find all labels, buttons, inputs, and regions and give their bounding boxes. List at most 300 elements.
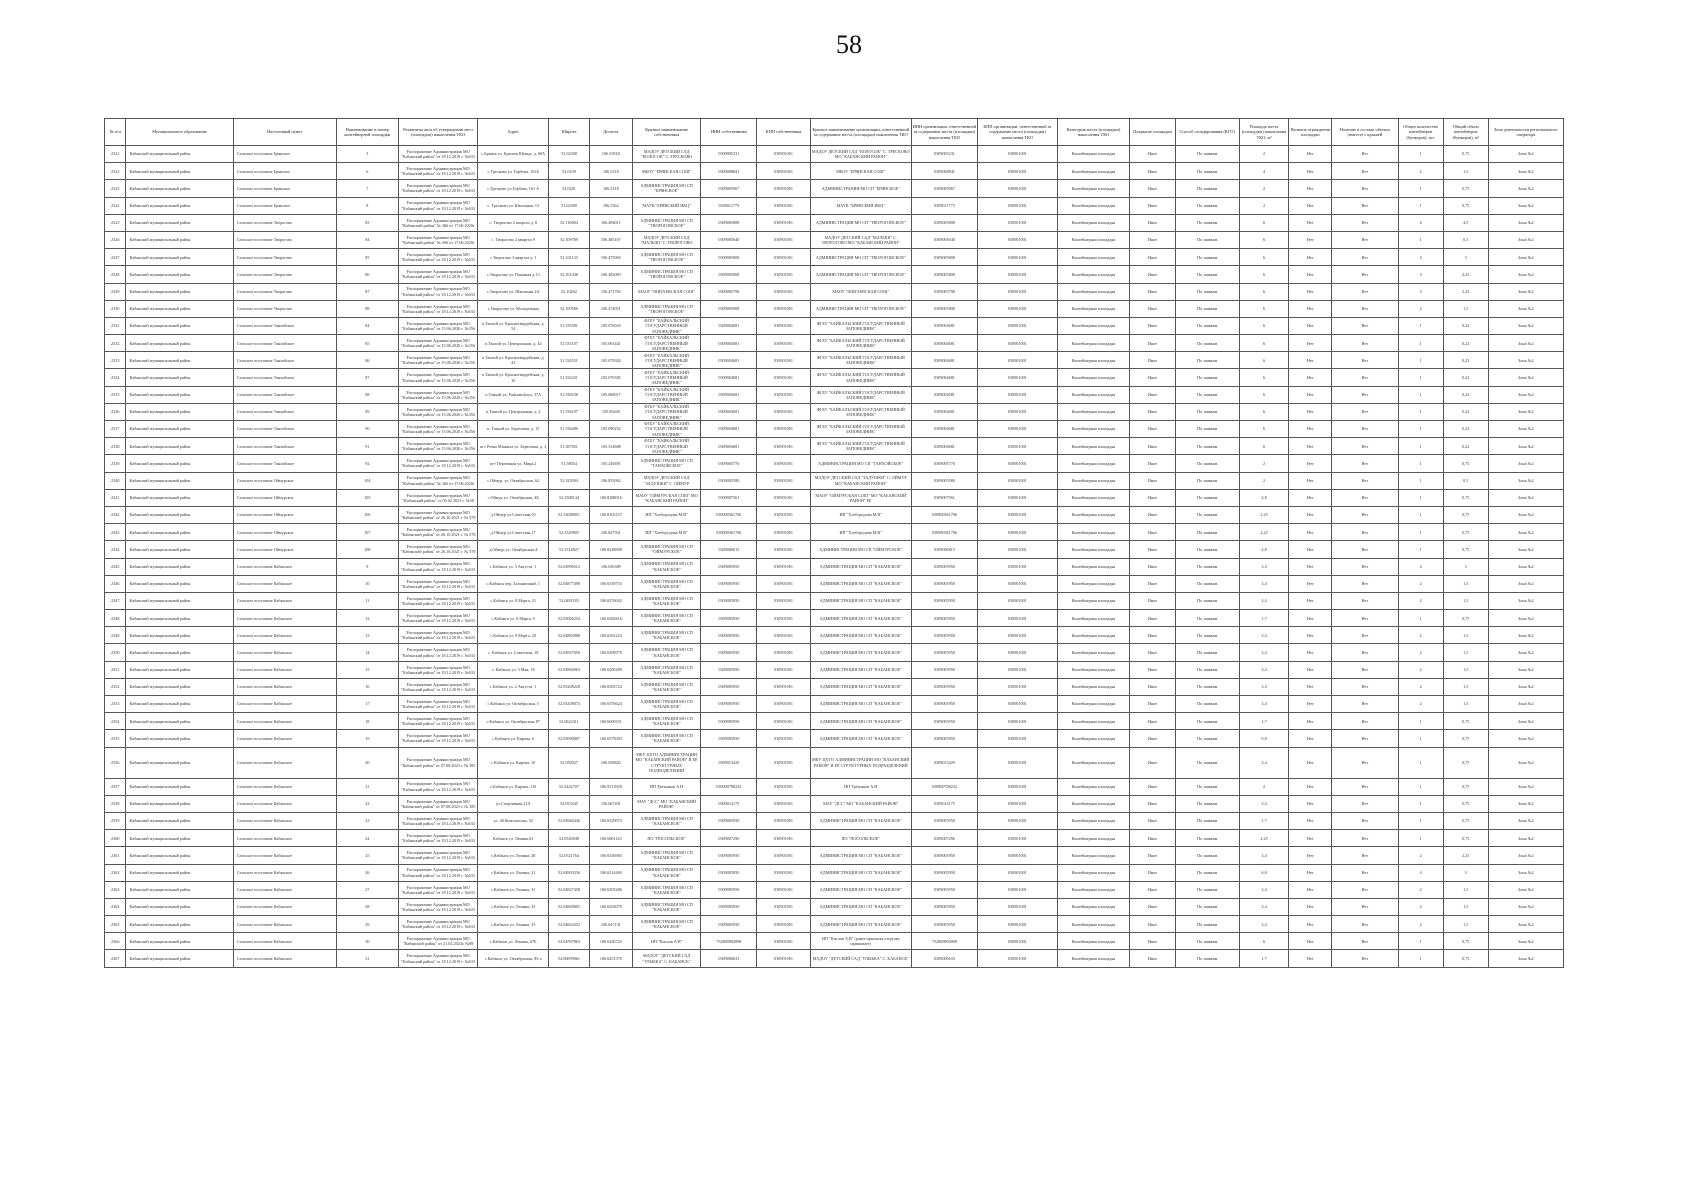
table-cell: 0,75 <box>1443 713 1488 730</box>
column-header: Общее количество контейнеров (бункеров), шт. <box>1398 119 1443 146</box>
table-cell: По заявкам <box>1175 180 1239 197</box>
table-cell: 030901001 <box>757 881 811 898</box>
table-cell: Контейнерная площадка <box>1057 231 1130 248</box>
table-cell: Распоряжение Администрации МО "Кабанский район" от 15.06.2020 г. №356 <box>398 335 477 352</box>
table-cell: 0309013429 <box>911 747 978 778</box>
table-cell: 030901001 <box>757 249 811 266</box>
table-cell: Иное <box>1130 898 1175 915</box>
table-cell: 3,4 <box>1239 644 1288 661</box>
table-cell: 52.05000807 <box>549 730 590 747</box>
table-cell: Нет <box>1289 335 1332 352</box>
table-cell: АДМИНИСТРАЦИЯ МО СП "КАБАНСКОЕ" <box>632 592 701 609</box>
table-cell: Распоряжение Администрации МО "Кабанский район" от 15.06.2020 г. №356 <box>398 369 477 386</box>
table-cell: Контейнерная площадка <box>1057 403 1130 420</box>
table-cell: 2331 <box>105 317 126 334</box>
table-cell: 1 <box>1398 812 1443 829</box>
table-cell: 030901001 <box>757 898 811 915</box>
table-cell: Иное <box>1130 950 1175 967</box>
table-cell: Зона №2 <box>1488 231 1563 248</box>
table-cell: Иное <box>1130 678 1175 695</box>
table-cell: Распоряжение Администрации МО "Кабанский район" от 18.12.2019 г. №633 <box>398 881 477 898</box>
table-cell: Иное <box>1130 730 1175 747</box>
table-cell: 2338 <box>105 438 126 455</box>
table-cell: 0,75 <box>1443 950 1488 967</box>
table-cell: 030901001 <box>757 661 811 678</box>
table-cell: 2326 <box>105 231 126 248</box>
table-cell: 030901001 <box>757 300 811 317</box>
table-cell: Кабанский муниципальный район <box>126 558 233 575</box>
table-cell: 106.6514469 <box>589 864 632 881</box>
table-cell: 52.101438 <box>549 266 590 283</box>
table-cell: Нет <box>1332 778 1399 795</box>
table-cell: 030901001 <box>978 524 1057 541</box>
table-cell: 1 <box>1398 352 1443 369</box>
table-cell: Зона №2 <box>1488 506 1563 523</box>
table-cell: Зона №2 <box>1488 644 1563 661</box>
table-cell: 106.8165157 <box>589 506 632 523</box>
table-cell: По заявкам <box>1175 421 1239 438</box>
table-cell: ФГБУ "БАЙКАЛЬСКИЙ ГОСУДАРСТВЕННЫЙ ЗАПОВЕДНИК" <box>632 352 701 369</box>
table-cell: По заявкам <box>1175 163 1239 180</box>
table-cell: Иное <box>1130 847 1175 864</box>
table-cell: 106.5318 <box>589 180 632 197</box>
table-cell: 0,75 <box>1443 747 1488 778</box>
table-cell: 87 <box>336 283 398 300</box>
table-cell: 2354 <box>105 713 126 730</box>
table-cell: Контейнерная площадка <box>1057 352 1130 369</box>
column-header: Покрытие площадки <box>1130 119 1175 146</box>
table-cell: 0309004681 <box>701 403 757 420</box>
table-cell: Нет <box>1332 455 1399 472</box>
table-cell: МАДОУ "ДЕТСКИЙ САД "УЛЫБКА" С. КАБАНСК" <box>810 950 911 967</box>
table-row <box>105 830 1564 847</box>
table-cell: 1,5 <box>1443 661 1488 678</box>
table-cell: Контейнерная площадка <box>1057 864 1130 881</box>
table-cell: Кабанский муниципальный район <box>126 163 233 180</box>
table-cell: 030900788232 <box>701 778 757 795</box>
table-cell: 030901001 <box>978 352 1057 369</box>
table-cell: МАДОУ ДЕТСКИЙ САД "КОЛОСОК" С. ТРЕСКОВО <box>632 146 701 163</box>
table-cell: 1,5 <box>1443 163 1488 180</box>
table-cell: По заявкам <box>1175 335 1239 352</box>
table-cell: Нет <box>1332 558 1399 575</box>
table-cell: 0309005950 <box>911 864 978 881</box>
table-cell: ИП "Кислов А.В" (ранее принятая отгрузка принимает) <box>810 933 911 950</box>
table-cell: 27 <box>336 881 398 898</box>
table-cell: 52.0281 <box>549 180 590 197</box>
table-cell: Контейнерная площадка <box>1057 386 1130 403</box>
table-cell: Иное <box>1130 180 1175 197</box>
table-cell: 0309005950 <box>701 898 757 915</box>
table-cell: Нет <box>1332 438 1399 455</box>
table-cell: 030901001 <box>978 575 1057 592</box>
table-cell: п.Танхой ул. Partizanskaya, 37А <box>478 386 549 403</box>
table-cell: 030901001 <box>757 778 811 795</box>
table-cell: Сельское поселение Танхойское <box>233 386 336 403</box>
table-cell: Контейнерная площадка <box>1057 812 1130 829</box>
table-cell: пгт Переемная ул. Мира,2 <box>478 455 549 472</box>
table-cell: АДМИНИСТРАЦИЯ МО СП "КАБАНСКОЕ" <box>810 627 911 644</box>
table-cell: 52.33088051 <box>549 506 590 523</box>
table-row <box>105 575 1564 592</box>
table-row <box>105 747 1564 778</box>
table-cell: 105 <box>336 489 398 506</box>
table-cell: По заявкам <box>1175 627 1239 644</box>
table-cell: Нет <box>1289 421 1332 438</box>
table-cell: 2329 <box>105 283 126 300</box>
table-cell: Кабанский муниципальный район <box>126 231 233 248</box>
table-cell: Контейнерная площадка <box>1057 627 1130 644</box>
table-row <box>105 627 1564 644</box>
table-cell: Иное <box>1130 197 1175 214</box>
table-cell: 030901001 <box>978 812 1057 829</box>
column-header: КПП организации, ответственной за содержание места (площадки) накопления ТКО <box>978 119 1057 146</box>
table-cell: Кабанский муниципальный район <box>126 644 233 661</box>
table-cell: Иное <box>1130 300 1175 317</box>
table-cell: ФГБУ "БАЙКАЛЬСКИЙ ГОСУДАРСТВЕННЫЙ ЗАПОВЕДНИК" <box>632 386 701 403</box>
table-cell: 105.068017 <box>589 386 632 403</box>
table-cell: 52.04903336 <box>549 864 590 881</box>
table-cell: АДМИНИСТРАЦИЯ МО СП "ТВОРОГОВСКОЕ" <box>632 266 701 283</box>
table-cell: Нет <box>1332 898 1399 915</box>
table-cell: Зона №2 <box>1488 352 1563 369</box>
table-cell: 106.6583724 <box>589 678 632 695</box>
table-cell: 0309005808 <box>911 300 978 317</box>
table-cell: По заявкам <box>1175 386 1239 403</box>
table-cell: 0309006815 <box>701 541 757 558</box>
table-cell: По заявкам <box>1175 214 1239 231</box>
table-cell: 105.070385 <box>589 369 632 386</box>
table-cell: Иное <box>1130 830 1175 847</box>
table-cell: Нет <box>1289 283 1332 300</box>
table-cell: Сельское поселение Кабанское <box>233 830 336 847</box>
table-cell: 0309005950 <box>911 592 978 609</box>
table-cell: 2,8 <box>1239 541 1288 558</box>
table-cell: Нет <box>1289 214 1332 231</box>
table-cell: Кабанский муниципальный район <box>126 197 233 214</box>
table-cell: По заявкам <box>1175 950 1239 967</box>
table-cell: МАОУ "ОЙМУРСКАЯ СОШ" МО "КАБАНСКИЙ РАЙОН" РБ <box>810 489 911 506</box>
table-cell: 0309004681 <box>911 403 978 420</box>
table-cell: Распоряжение Администрации МО "Кабанский район" от 18.12.2019 г. №633 <box>398 455 477 472</box>
table-cell: МАДОУ "ДЕТСКИЙ САД "УЛЫБКА" С. КАБАНСК" <box>632 950 701 967</box>
table-cell: МАДОУ ДЕТСКИЙ САД "ЗАДУШКИ" С. ОЙМУР <box>632 472 701 489</box>
table-cell: 106.5362 <box>589 197 632 214</box>
table-cell: 2330 <box>105 300 126 317</box>
table-cell: 0309006633 <box>701 950 757 967</box>
table-cell: 2358 <box>105 795 126 812</box>
table-cell: 2324 <box>105 197 126 214</box>
table-cell: Распоряжение Администрации МО "Кабанский район" от 18.12.2019 г. №633 <box>398 778 477 795</box>
table-cell: 0309005950 <box>701 730 757 747</box>
table-cell: Иное <box>1130 558 1175 575</box>
table-cell: Нет <box>1289 249 1332 266</box>
table-cell: с.Кабанск ул. 2 Августа, 1 <box>478 678 549 695</box>
table-cell: 2,8 <box>1239 489 1288 506</box>
table-cell: 030901001 <box>757 592 811 609</box>
table-cell: 105.079302 <box>589 352 632 369</box>
table-cell: Распоряжение Администрации МО "Кабанский район" от 21.02.2024г. №98 <box>398 933 477 950</box>
table-cell: 52.110684 <box>549 214 590 231</box>
table-cell: 0,75 <box>1443 933 1488 950</box>
table-cell: Иное <box>1130 472 1175 489</box>
table-cell: 1 <box>1398 438 1443 455</box>
table-cell: 030901001 <box>978 421 1057 438</box>
table-cell: Нет <box>1332 730 1399 747</box>
table-cell: Распоряжение Администрации МО "Кабанский район" от 18.12.2019 г. №633 <box>398 830 477 847</box>
table-cell: АДМИНИСТРАЦИЯ МО СП "КАБАНСКОЕ" <box>810 812 911 829</box>
table-cell: 1 <box>1398 180 1443 197</box>
table-cell: Кабанский муниципальный район <box>126 795 233 812</box>
table-cell: Сельское поселение Кабанское <box>233 847 336 864</box>
table-cell: 89 <box>336 403 398 420</box>
table-cell: 0309005950 <box>911 610 978 627</box>
table-cell: 0309004681 <box>701 386 757 403</box>
table-cell: Нет <box>1289 438 1332 455</box>
table-cell: АДМИНИСТРАЦИЯ МО СП "КАБАНСКОЕ" <box>810 713 911 730</box>
table-cell: Зона №2 <box>1488 300 1563 317</box>
table-cell: 11 <box>336 592 398 609</box>
table-cell: с.Кабанск ул. Ленина, 31 <box>478 881 549 898</box>
table-cell: Нет <box>1332 180 1399 197</box>
table-cell: По заявкам <box>1175 575 1239 592</box>
table-cell: 2 <box>1398 592 1443 609</box>
table-cell: ИП "Хлебородова М.В" <box>810 506 911 523</box>
table-cell: МБОУ "БРЯНСКАЯ СОШ" <box>810 163 911 180</box>
table-cell: 2344 <box>105 541 126 558</box>
table-cell: 52.04966963 <box>549 661 590 678</box>
table-cell: Сельское поселение Оймурское <box>233 541 336 558</box>
table-cell: 106.647131 <box>589 916 632 933</box>
table-cell: 106.6503079 <box>589 898 632 915</box>
table-cell: 030901001 <box>978 489 1057 506</box>
table-row <box>105 661 1564 678</box>
table-cell: 52.100586 <box>549 300 590 317</box>
table-cell: Контейнерная площадка <box>1057 644 1130 661</box>
table-cell: Сельское поселение Кабанское <box>233 864 336 881</box>
table-cell: 105.06268 <box>589 403 632 420</box>
table-cell: 106.656389 <box>589 558 632 575</box>
table-cell: Зона №2 <box>1488 778 1563 795</box>
table-cell: 2360 <box>105 830 126 847</box>
table-cell: 51.534331 <box>549 369 590 386</box>
table-cell: 20 <box>336 747 398 778</box>
table-cell: АДМИНИСТРАЦИЯ МО СП "КАБАНСКОЕ" <box>632 678 701 695</box>
table-cell: Нет <box>1289 541 1332 558</box>
table-cell: 106.471765 <box>589 283 632 300</box>
table-cell: Контейнерная площадка <box>1057 266 1130 283</box>
table-cell: Контейнерная площадка <box>1057 778 1130 795</box>
table-cell: Кабанский муниципальный район <box>126 575 233 592</box>
table-cell: Кабанский муниципальный район <box>126 300 233 317</box>
table-cell: 1 <box>1398 830 1443 847</box>
table-cell: 0309005808 <box>701 214 757 231</box>
table-cell: 030901001 <box>757 864 811 881</box>
table-cell: Нет <box>1289 317 1332 334</box>
table-cell: 0309005808 <box>701 300 757 317</box>
table-cell: 92 <box>336 455 398 472</box>
table-cell: Нет <box>1289 300 1332 317</box>
table-cell: 0309007296 <box>701 830 757 847</box>
table-cell: Распоряжение Администрации МО "Кабанский район" от 18.12.2019 г. №633 <box>398 644 477 661</box>
table-cell: 030901001 <box>978 369 1057 386</box>
table-cell: 84 <box>336 231 398 248</box>
table-cell: 6 <box>1239 438 1288 455</box>
table-cell: 52.06099061 <box>549 950 590 967</box>
table-cell: Кабанский муниципальный район <box>126 438 233 455</box>
table-cell: д.Оймур ул.Советская,17 <box>478 524 549 541</box>
table-cell: По заявкам <box>1175 266 1239 283</box>
table-cell: 030901001 <box>757 933 811 950</box>
table-cell: 0309005950 <box>701 661 757 678</box>
table-cell: 1 <box>1398 421 1443 438</box>
table-cell: Контейнерная площадка <box>1057 950 1130 967</box>
table-cell: Распоряжение Администрации МО "Кабанский район" от 26.10.2021 г. № 578 <box>398 506 477 523</box>
table-cell: Зона №2 <box>1488 180 1563 197</box>
table-cell: Сельское поселение Кабанское <box>233 778 336 795</box>
table-cell: с.Творогово 3 квартал д. 1 <box>478 249 549 266</box>
table-cell: АДМИНИСТРАЦИЯ МО СП "КАБАНСКОЕ" <box>810 696 911 713</box>
table-cell: 030901001 <box>978 730 1057 747</box>
column-header: Адрес <box>478 119 549 146</box>
table-cell: АДМИНИСТРАЦИЯ МО СП "КАБАНСКОЕ" <box>632 661 701 678</box>
table-cell: 2 <box>1398 916 1443 933</box>
table-row <box>105 283 1564 300</box>
table-cell: АДМИНИСТРАЦИЯ МО СП "КАБАНСКОЕ" <box>810 558 911 575</box>
table-cell: Нет <box>1332 933 1399 950</box>
table-cell: 0,75 <box>1443 795 1488 812</box>
table-cell: Иное <box>1130 386 1175 403</box>
table-cell: 030901001 <box>978 627 1057 644</box>
table-cell: 106.8288016 <box>589 489 632 506</box>
table-cell: 51.535591 <box>549 317 590 334</box>
table-cell: Зона №2 <box>1488 592 1563 609</box>
table-cell: 12 <box>336 610 398 627</box>
table-cell: 2 <box>1239 472 1288 489</box>
table-cell: Нет <box>1289 644 1332 661</box>
table-cell: 105.249491 <box>589 455 632 472</box>
table-cell: Зона №2 <box>1488 146 1563 163</box>
table-cell: п.Танхой ул. Центральная, д. 2 <box>478 403 549 420</box>
table-cell: По заявкам <box>1175 592 1239 609</box>
table-cell: 0309008841 <box>911 163 978 180</box>
table-cell: МАОУ "ОЙМУРСКАЯ СОШ" МО "КАБАНСКИЙ РАЙОН" <box>632 489 701 506</box>
table-cell: АДМИНИСТРАЦИЯ МО СП "КАБАНСКОЕ" <box>632 812 701 829</box>
table-cell: 2352 <box>105 678 126 695</box>
table-cell: По заявкам <box>1175 541 1239 558</box>
table-cell: 1,5 <box>1443 916 1488 933</box>
table-cell: Кабанский муниципальный район <box>126 713 233 730</box>
table-cell: 105.076043 <box>589 317 632 334</box>
table-cell: 2339 <box>105 455 126 472</box>
table-cell: 51.534551 <box>549 352 590 369</box>
table-cell: По заявкам <box>1175 864 1239 881</box>
table-cell: с.Кабанск ул. 3 Августа, 1 <box>478 558 549 575</box>
table-row <box>105 847 1564 864</box>
table-cell: Зона №2 <box>1488 249 1563 266</box>
table-cell: Распоряжение Администрации МО "Кабанский район" от 18.12.2019 г. №633 <box>398 592 477 609</box>
table-cell: Контейнерная площадка <box>1057 795 1130 812</box>
table-cell: Нет <box>1289 696 1332 713</box>
table-cell: 1 <box>1398 455 1443 472</box>
table-cell: Кабанский муниципальный район <box>126 421 233 438</box>
table-cell: п.Танхой ул. Красногвардейская, д. 16 <box>478 369 549 386</box>
column-header: Площадь места (площадки) накопления ТКО, м² <box>1239 119 1288 146</box>
table-cell: 106.8328698 <box>589 541 632 558</box>
table-cell: Зона №2 <box>1488 795 1563 812</box>
table-cell: 0309004681 <box>701 335 757 352</box>
table-cell: Нет <box>1289 197 1332 214</box>
table-cell: с.Кабанск ул. Ленина, 28 <box>478 847 549 864</box>
table-cell: Кабанский муниципальный район <box>126 524 233 541</box>
table-cell: 51.536486 <box>549 421 590 438</box>
table-cell: 4 <box>1398 864 1443 881</box>
table-cell: 0309005950 <box>911 678 978 695</box>
table-row <box>105 163 1564 180</box>
table-cell: 0,8 <box>1239 730 1288 747</box>
table-cell: 106.6451570 <box>589 950 632 967</box>
table-cell: 030901001 <box>757 455 811 472</box>
table-cell: Зона №2 <box>1488 898 1563 915</box>
table-cell: 2348 <box>105 610 126 627</box>
table-cell: 86 <box>336 352 398 369</box>
table-cell: Зона №2 <box>1488 455 1563 472</box>
table-cell: 106.6561224 <box>589 627 632 644</box>
table-cell: АДМИНИСТРАЦИЯ МО СП "КАБАНСКОЕ" <box>810 730 911 747</box>
table-cell: 0,22 <box>1443 317 1488 334</box>
column-header: Реквизиты акта об утверждении мест (площадок) накопления ТКО <box>398 119 477 146</box>
table-cell: Зона №2 <box>1488 713 1563 730</box>
table-cell: п.Танхой ул. Красногвардейская, д. 54 <box>478 317 549 334</box>
table-cell: 52.2442707 <box>549 778 590 795</box>
table-cell: 0309005950 <box>701 592 757 609</box>
table-cell: 1 <box>1398 335 1443 352</box>
table-cell: Кабанский муниципальный район <box>126 830 233 847</box>
table-cell: Контейнерная площадка <box>1057 455 1130 472</box>
table-cell: 6 <box>1239 369 1288 386</box>
table-cell: Распоряжение Администрации МО "Кабанский район" от 05.02.2021 г. №58 <box>398 489 477 506</box>
table-cell: Контейнерная площадка <box>1057 610 1130 627</box>
table-cell: МАОУ "ШИГАЕВСКАЯ СОШ" <box>810 283 911 300</box>
column-header: Краткое наименование собственника <box>632 119 701 146</box>
table-cell: 0309005967 <box>701 180 757 197</box>
table-cell: Зона №2 <box>1488 386 1563 403</box>
table-cell: Нет <box>1289 898 1332 915</box>
table-cell: Распоряжение Администрации МО "Кабанский район" от 18.12.2019 г. №633 <box>398 864 477 881</box>
table-cell: п. Танхой ул. Береговая, д. 15 <box>478 421 549 438</box>
table-cell: Зона №2 <box>1488 214 1563 231</box>
table-cell: 030901001 <box>978 472 1057 489</box>
table-cell: 52.05208074 <box>549 696 590 713</box>
table-cell: Сельское поселение Оймурское <box>233 472 336 489</box>
table-cell: Зона №2 <box>1488 847 1563 864</box>
table-cell: Нет <box>1332 524 1399 541</box>
table-cell: 1,5 <box>1443 678 1488 695</box>
table-cell: Сельское поселение Кабанское <box>233 575 336 592</box>
table-cell: Сельское поселение Танхойское <box>233 317 336 334</box>
table-cell: АДМИНИСТРАЦИЯ МО СП "ТАНХОЙСКОЕ" <box>810 455 911 472</box>
table-cell: Сельское поселение Творогово <box>233 283 336 300</box>
table-cell: 2350 <box>105 644 126 661</box>
table-cell: Распоряжение Администрации МО "Кабанский район" от 18.12.2019 г. №633 <box>398 163 477 180</box>
table-cell: с.Творогово ул. Пляжная д.13 <box>478 266 549 283</box>
table-cell: Нет <box>1332 506 1399 523</box>
column-header: Населенный пункт <box>233 119 336 146</box>
table-cell: Сельское поселение Кабанское <box>233 644 336 661</box>
table-cell: 030901001 <box>978 231 1057 248</box>
table-cell: Зона №2 <box>1488 678 1563 695</box>
table-cell: Контейнерная площадка <box>1057 214 1130 231</box>
